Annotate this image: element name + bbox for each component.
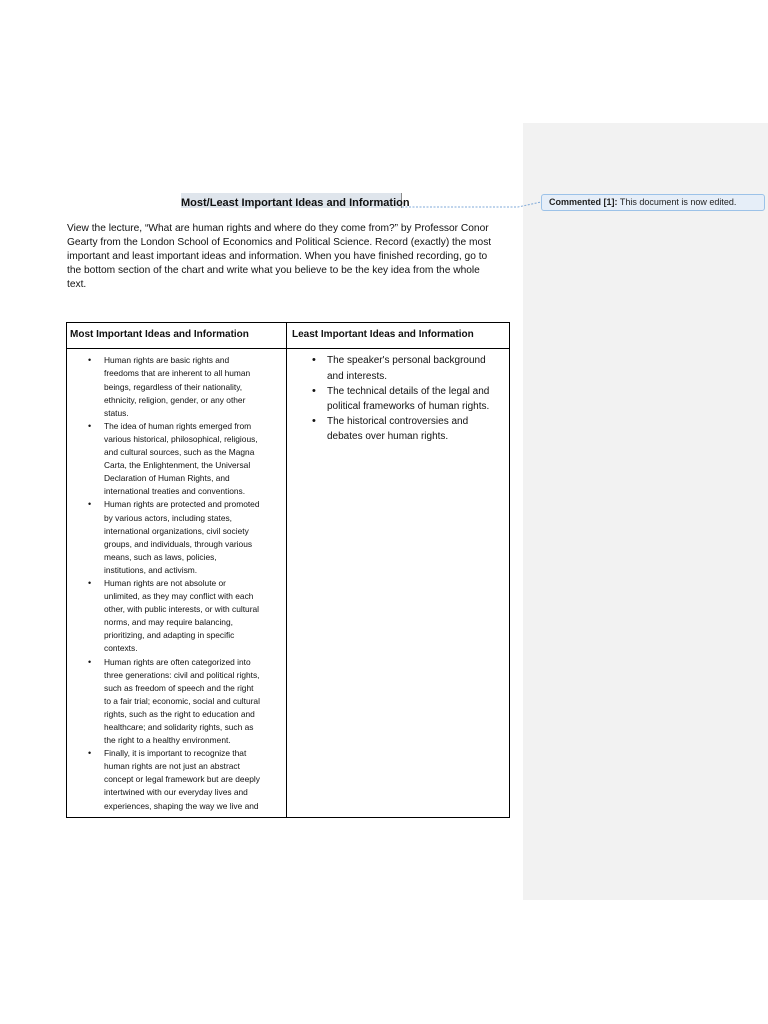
comment-text: This document is now edited. (619, 197, 737, 207)
most-important-cell (67, 349, 287, 817)
table-body-row (67, 349, 509, 817)
bullet-item: • The historical controversies and debates over human rights. (327, 414, 509, 444)
bullet-item: • Human rights are basic rights and freedoms that are inherent to all human beings, regardless of their nationality, ethnicity, religion, gender, or any other status. (104, 354, 286, 419)
header-cell-least (287, 323, 509, 348)
document-title: Most/Least Important Ideas and Information (181, 197, 410, 209)
bullet-item: • Human rights are not absolute or unlimited, as they may conflict with each other, with public interests, or with cultural norms, and may require balancing, prioritizing, and adapting in specific contexts. (104, 577, 286, 656)
intro-paragraph: View the lecture, “What are human rights and where do they come from?” by Professor Conor Gearty from the London School of Economics and Political Science. Record (exactly) the most important and least important ideas and information. When you have finished recording, go to the bottom section of the chart and write what you believe to be the key idea from the whole text. (67, 223, 492, 290)
bullet-item: • Human rights are protected and promoted by various actors, including states, international organizations, civil society groups, and individuals, through various means, such as laws, policies, institutions, and activism. (104, 498, 286, 577)
comment-connector (400, 195, 545, 210)
bullet-item: • The idea of human rights emerged from various historical, philosophical, religious, and cultural sources, such as the Magna Carta, the Enlightenment, the Universal Declaration of Human Rights, and international treaties and conventions. (104, 420, 286, 499)
bullet-item: • The technical details of the legal and political frameworks of human rights. (327, 384, 509, 414)
bullet-item: • Human rights are often categorized into three generations: civil and political rights, such as freedom of speech and the right to a fair trial; economic, social and cultural rights, such as the right to education and healthcare; and solidarity rights, such as the right to a healthy environment. (104, 656, 286, 748)
comment-balloon[interactable] (541, 194, 765, 211)
bullet-item: • The speaker's personal background and interests. (327, 353, 509, 383)
ideas-table (66, 322, 510, 818)
comment-label: Commented [1]: (549, 197, 618, 207)
table-header-row (67, 323, 509, 349)
comment-pane (523, 123, 768, 900)
title-highlight (181, 193, 410, 209)
header-most-label: Most Important Ideas and Information (70, 329, 249, 340)
least-important-cell (287, 349, 509, 817)
bullet-item: • Finally, it is important to recognize that human rights are not just an abstract concept or legal framework but are deeply intertwined with our everyday lives and experiences, shaping the way we live and (104, 747, 286, 812)
header-least-label: Least Important Ideas and Information (292, 329, 474, 340)
header-cell-most (67, 323, 287, 348)
least-important-list (287, 349, 509, 445)
most-important-list (67, 349, 286, 813)
